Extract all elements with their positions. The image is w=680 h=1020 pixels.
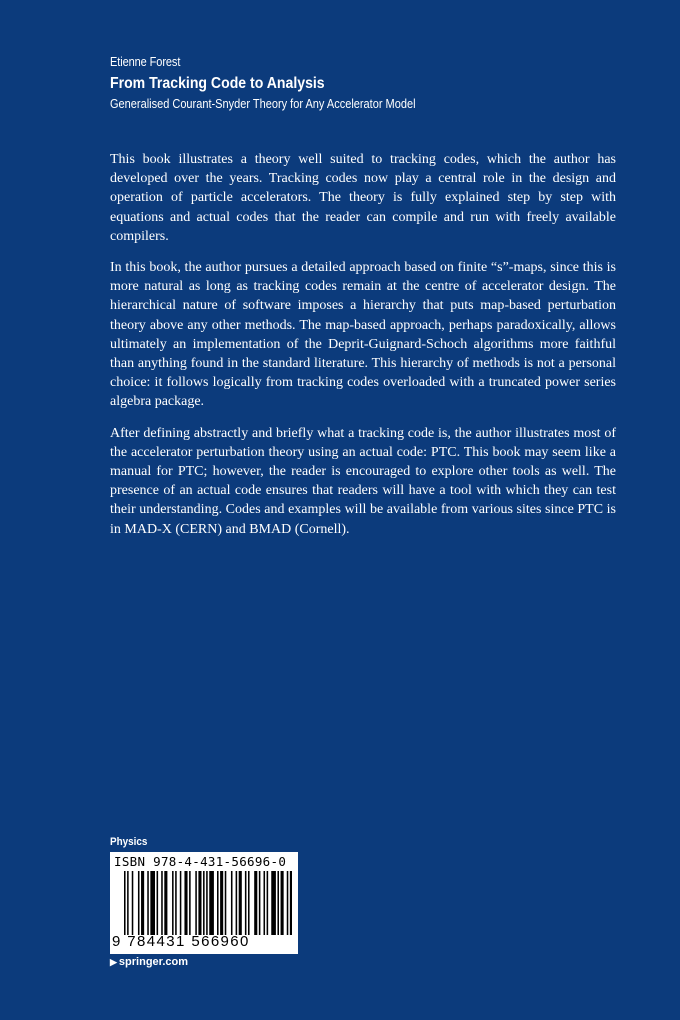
barcode-bar (138, 871, 140, 935)
barcode-bar (277, 871, 279, 935)
subject-label: Physics (110, 836, 148, 848)
blurb-paragraph: After defining abstractly and briefly what a tracking code is, the author illustrates most of the accelerator perturbation theory using an actual code: PTC. This book may seem like a manual for PTC; however, the reader is encouraged to explore other tools as well. The presence of an actual code ensures that readers will have a tool with which they can test their understanding. Codes and examples will be available from various sites since PTC is in MAD-X (CERN) and BMAD (Cornell). (110, 425, 616, 537)
barcode-bar (209, 871, 214, 935)
barcode-bar (259, 871, 261, 935)
barcode-bars (124, 871, 292, 935)
barcode-bar (132, 871, 134, 935)
barcode-bar (271, 871, 276, 935)
triangle-right-icon: ▶ (110, 957, 117, 967)
barcode-bar (217, 871, 219, 935)
book-subtitle: Generalised Courant-Snyder Theory for Any Accelerator Model (110, 97, 416, 111)
barcode-bar (161, 871, 163, 935)
barcode-bar (157, 871, 159, 935)
barcode-bar (220, 871, 223, 935)
barcode-bar (245, 871, 247, 935)
publisher-url-text: springer.com (118, 956, 188, 968)
barcode-bar (203, 871, 205, 935)
barcode-bar (164, 871, 167, 935)
barcode-bar (281, 871, 284, 935)
barcode-graphic (124, 871, 292, 935)
barcode-bar (141, 871, 144, 935)
barcode-bar (195, 871, 197, 935)
barcode-bar (290, 871, 292, 935)
barcode-bar (287, 871, 289, 935)
barcode-bar (147, 871, 149, 935)
barcode-bar (231, 871, 233, 935)
barcode-bar (206, 871, 208, 935)
barcode-bar (180, 871, 182, 935)
author-name: Etienne Forest (110, 55, 181, 69)
barcode-bar (225, 871, 227, 935)
barcode-bar (248, 871, 250, 935)
blurb-paragraph: In this book, the author pursues a detailed approach based on finite “s”-maps, since this is more natural as long as tracking codes remain at the centre of accelerator design. The hierarchical nature of software imposes a hierarchy that puts map-based perturbation theory above any other methods. The map-based approach, perhaps paradoxically, allows ultimately an implementation of the Deprit-Guignard-Schoch algorithms more faithful than anything found in the standard literature. This hierarchy of methods is not a personal choice: it follows logically from tracking codes overloaded with a truncated power series algebra package. (110, 260, 616, 410)
cover-header (110, 54, 630, 112)
publisher-url[interactable] (110, 955, 188, 969)
barcode-bar (175, 871, 177, 935)
isbn-barcode (110, 852, 298, 954)
barcode-digits: 9 784431 566960 (112, 933, 250, 950)
barcode-bar (198, 871, 201, 935)
barcode-bar (124, 871, 126, 935)
barcode-bar (172, 871, 174, 935)
barcode-bar (239, 871, 242, 935)
barcode-bar (127, 871, 129, 935)
barcode-bar (150, 871, 155, 935)
barcode-bar (184, 871, 187, 935)
barcode-bar (254, 871, 257, 935)
isbn-label: ISBN 978-4-431-56696-0 (114, 854, 287, 869)
barcode-bar (264, 871, 266, 935)
barcode-bar (267, 871, 269, 935)
barcode-bar (236, 871, 238, 935)
blurb-paragraph: This book illustrates a theory well suited to tracking codes, which the author has developed over the years. Tracking codes now play a central role in the design and operation of particle accelerators. The theory is fully explained step by step with equations and actual codes that the reader can compile and run with freely available compilers. (110, 152, 616, 244)
back-cover-blurb (110, 150, 616, 551)
book-title: From Tracking Code to Analysis (110, 75, 325, 92)
barcode-bar (189, 871, 191, 935)
